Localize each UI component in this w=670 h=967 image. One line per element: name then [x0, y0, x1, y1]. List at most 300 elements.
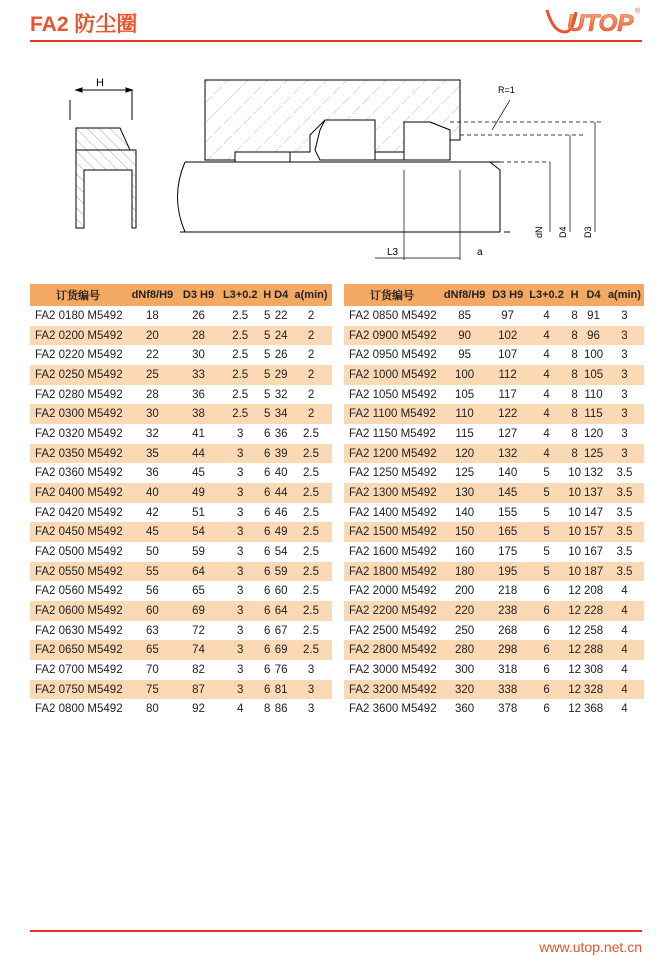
value-cell: 3 [237, 545, 244, 558]
value-cell: 45 [126, 522, 179, 542]
value-cell: 49 [179, 483, 219, 503]
table-header-row [344, 284, 644, 306]
value-cell: 6 [526, 680, 567, 700]
value-cell: 6 [263, 506, 271, 519]
table-row [30, 306, 332, 326]
value-cell: 132 [583, 467, 604, 480]
value-cell: 96 [582, 326, 605, 346]
order-code-cell: FA2 2500 M5492 [349, 624, 437, 637]
value-cell: 3 [605, 365, 644, 385]
value-cell: 288 [582, 640, 605, 660]
value-cell: 4 [526, 444, 567, 464]
header-a: a(min) [605, 284, 644, 306]
table-row [30, 365, 332, 385]
value-cell: 167 [583, 545, 604, 558]
value-cell: 8 [263, 703, 271, 716]
value-cell: 64 [179, 562, 219, 582]
value-cell: 268 [498, 624, 518, 637]
order-code-cell: FA2 0950 M5492 [349, 349, 437, 362]
value-cell: 157 [582, 522, 605, 542]
value-cell: 147 [583, 506, 604, 519]
value-cell: 36 [192, 388, 205, 401]
value-cell: 41 [192, 427, 205, 440]
value-cell: 6 [263, 624, 271, 637]
value-cell: 30 [126, 404, 179, 424]
value-cell: 3 [621, 309, 628, 322]
table-row [344, 306, 644, 326]
value-cell: 69 [272, 640, 290, 660]
header-h: H [567, 284, 582, 306]
table-row [30, 542, 332, 562]
value-cell: 10 [568, 545, 582, 558]
value-cell: 4 [621, 703, 628, 716]
value-cell: 54 [179, 522, 219, 542]
value-cell: 49 [272, 522, 290, 542]
order-code-cell: FA2 0900 M5492 [344, 326, 440, 346]
table-row [30, 345, 332, 365]
value-cell: 12 [567, 640, 582, 660]
value-cell: 10 [568, 506, 582, 519]
value-cell: 125 [455, 467, 475, 480]
table-row [344, 601, 644, 621]
value-cell: 8 [567, 404, 582, 424]
value-cell: 3 [218, 601, 262, 621]
value-cell: 6 [262, 522, 272, 542]
value-cell: 26 [274, 349, 288, 362]
order-code-cell: FA2 0400 M5492 [30, 483, 126, 503]
value-cell: 3 [237, 427, 244, 440]
order-code-cell: FA2 1050 M5492 [349, 388, 437, 401]
value-cell: 6 [263, 467, 271, 480]
value-cell: 150 [440, 522, 489, 542]
value-cell: 20 [126, 326, 179, 346]
order-code-cell: FA2 0850 M5492 [349, 309, 437, 322]
table-row [344, 562, 644, 582]
order-code-cell: FA2 2800 M5492 [344, 640, 440, 660]
value-cell: 8 [571, 388, 578, 401]
value-cell: 4 [543, 349, 550, 362]
value-cell: 4 [543, 388, 550, 401]
value-cell: 64 [272, 601, 290, 621]
value-cell: 8 [567, 444, 582, 464]
order-code-cell: FA2 0420 M5492 [35, 506, 123, 519]
value-cell: 12 [568, 663, 582, 676]
value-cell: 59 [192, 545, 205, 558]
value-cell: 3 [605, 444, 644, 464]
value-cell: 2.5 [290, 601, 332, 621]
value-cell: 187 [582, 562, 605, 582]
value-cell: 4 [621, 585, 628, 598]
order-code-cell: FA2 0750 M5492 [30, 680, 126, 700]
label-d4: D4 [558, 226, 568, 238]
value-cell: 2.5 [303, 585, 320, 598]
table-row [30, 522, 332, 542]
value-cell: 132 [489, 444, 526, 464]
value-cell: 2.5 [218, 404, 262, 424]
value-cell: 12 [568, 585, 582, 598]
table-row [344, 365, 644, 385]
value-cell: 5 [526, 522, 567, 542]
table-row [344, 424, 644, 444]
table-row [344, 444, 644, 464]
table-row [344, 326, 644, 346]
value-cell: 70 [145, 663, 159, 676]
value-cell: 130 [440, 483, 489, 503]
order-code-cell: FA2 3000 M5492 [349, 663, 437, 676]
value-cell: 280 [440, 640, 489, 660]
order-code-cell: FA2 0500 M5492 [35, 545, 123, 558]
value-cell: 18 [145, 309, 159, 322]
value-cell: 2.5 [232, 309, 249, 322]
value-cell: 2.5 [290, 444, 332, 464]
table-row [344, 503, 644, 523]
value-cell: 200 [455, 585, 475, 598]
value-cell: 180 [440, 562, 489, 582]
value-cell: 2 [290, 326, 332, 346]
order-code-cell: FA2 1250 M5492 [349, 467, 437, 480]
value-cell: 110 [584, 388, 603, 401]
value-cell: 2.5 [303, 506, 320, 519]
order-code-cell: FA2 0350 M5492 [30, 444, 126, 464]
table-row [30, 424, 332, 444]
value-cell: 100 [440, 365, 489, 385]
seal-diagram [30, 60, 642, 275]
order-code-cell: FA2 1600 M5492 [349, 545, 437, 558]
value-cell: 40 [274, 467, 288, 480]
value-cell: 5 [263, 309, 271, 322]
value-cell: 3 [605, 326, 644, 346]
table-row [344, 621, 644, 641]
value-cell: 238 [489, 601, 526, 621]
value-cell: 4 [543, 309, 550, 322]
order-code-cell: FA2 1200 M5492 [344, 444, 440, 464]
value-cell: 2.5 [218, 365, 262, 385]
value-cell: 160 [455, 545, 475, 558]
table-row [30, 699, 332, 719]
value-cell: 2.5 [290, 640, 332, 660]
value-cell: 5 [543, 506, 550, 519]
value-cell: 10 [567, 522, 582, 542]
value-cell: 74 [179, 640, 219, 660]
order-code-cell: FA2 2000 M5492 [349, 585, 437, 598]
value-cell: 65 [192, 585, 205, 598]
value-cell: 2 [290, 365, 332, 385]
value-cell: 8 [567, 365, 582, 385]
value-cell: 2.5 [290, 483, 332, 503]
value-cell: 115 [582, 404, 605, 424]
order-code-cell: FA2 0550 M5492 [30, 562, 126, 582]
value-cell: 300 [455, 663, 475, 676]
value-cell: 2.5 [290, 562, 332, 582]
value-cell: 3 [218, 483, 262, 503]
table-row [344, 640, 644, 660]
value-cell: 12 [568, 703, 582, 716]
table-row [344, 463, 644, 483]
value-cell: 137 [582, 483, 605, 503]
value-cell: 127 [498, 427, 518, 440]
value-cell: 308 [583, 663, 604, 676]
value-cell: 105 [455, 388, 475, 401]
value-cell: 4 [621, 624, 628, 637]
value-cell: 5 [526, 483, 567, 503]
label-d3: D3 [583, 226, 593, 238]
value-cell: 120 [583, 427, 604, 440]
order-code-cell: FA2 0700 M5492 [35, 663, 123, 676]
value-cell: 6 [543, 703, 550, 716]
value-cell: 26 [192, 309, 205, 322]
value-cell: 36 [274, 427, 288, 440]
header-d3: D3 H9 [179, 284, 219, 306]
value-cell: 76 [274, 663, 288, 676]
value-cell: 5 [263, 388, 271, 401]
value-cell: 2.5 [232, 349, 249, 362]
order-code-cell: FA2 0220 M5492 [35, 349, 123, 362]
value-cell: 72 [192, 624, 205, 637]
value-cell: 145 [489, 483, 526, 503]
header-l3: L3+0.2 [218, 284, 262, 306]
value-cell: 80 [145, 703, 159, 716]
value-cell: 24 [272, 326, 290, 346]
table-row [30, 601, 332, 621]
order-code-cell: FA2 0200 M5492 [30, 326, 126, 346]
value-cell: 6 [543, 663, 550, 676]
value-cell: 5 [543, 545, 550, 558]
value-cell: 218 [498, 585, 518, 598]
order-code-cell: FA2 0360 M5492 [35, 467, 123, 480]
table-row [30, 326, 332, 346]
table-row [30, 463, 332, 483]
value-cell: 35 [126, 444, 179, 464]
value-cell: 2 [290, 404, 332, 424]
value-cell: 91 [587, 309, 600, 322]
order-code-cell: FA2 1400 M5492 [349, 506, 437, 519]
order-code-cell: FA2 3200 M5492 [344, 680, 440, 700]
order-code-cell: FA2 3600 M5492 [349, 703, 437, 716]
order-code-cell: FA2 1500 M5492 [344, 522, 440, 542]
value-cell: 6 [262, 444, 272, 464]
header-h: H [262, 284, 272, 306]
table-row [344, 660, 644, 680]
value-cell: 4 [526, 365, 567, 385]
value-cell: 60 [274, 585, 288, 598]
table-row [344, 522, 644, 542]
table-row [30, 503, 332, 523]
value-cell: 3 [237, 506, 244, 519]
order-code-cell: FA2 1100 M5492 [344, 404, 440, 424]
value-cell: 60 [126, 601, 179, 621]
table-row [30, 404, 332, 424]
label-a: a [477, 247, 483, 258]
order-code-cell: FA2 0280 M5492 [35, 388, 123, 401]
value-cell: 87 [179, 680, 219, 700]
value-cell: 10 [567, 562, 582, 582]
value-cell: 4 [605, 640, 644, 660]
value-cell: 6 [262, 680, 272, 700]
footer-rule [30, 930, 642, 932]
value-cell: 6 [263, 545, 271, 558]
value-cell: 95 [458, 349, 471, 362]
value-cell: 338 [489, 680, 526, 700]
value-cell: 107 [498, 349, 518, 362]
value-cell: 3 [237, 624, 244, 637]
order-code-cell: FA2 1000 M5492 [344, 365, 440, 385]
value-cell: 10 [567, 483, 582, 503]
value-cell: 3 [237, 663, 244, 676]
header-order-code: 订货编号 [344, 284, 440, 306]
value-cell: 298 [489, 640, 526, 660]
value-cell: 6 [262, 601, 272, 621]
value-cell: 6 [543, 624, 550, 637]
value-cell: 117 [498, 388, 517, 401]
header-order-code: 订货编号 [30, 284, 126, 306]
table-row [30, 385, 332, 405]
order-code-cell: FA2 0180 M5492 [35, 309, 123, 322]
value-cell: 90 [440, 326, 489, 346]
value-cell: 36 [145, 467, 159, 480]
brand-text: UTOP [567, 10, 634, 36]
order-code-cell: FA2 0450 M5492 [30, 522, 126, 542]
value-cell: 85 [458, 309, 471, 322]
value-cell: 51 [192, 506, 205, 519]
value-cell: 30 [192, 349, 205, 362]
header-d4: D4 [582, 284, 605, 306]
value-cell: 2.5 [218, 326, 262, 346]
order-code-cell: FA2 0600 M5492 [30, 601, 126, 621]
value-cell: 34 [272, 404, 290, 424]
value-cell: 75 [126, 680, 179, 700]
value-cell: 100 [583, 349, 604, 362]
label-h: H [96, 77, 104, 89]
value-cell: 6 [262, 483, 272, 503]
value-cell: 3 [621, 349, 628, 362]
header-a: a(min) [290, 284, 332, 306]
value-cell: 122 [489, 404, 526, 424]
value-cell: 2 [307, 309, 315, 322]
value-cell: 6 [262, 640, 272, 660]
value-cell: 81 [272, 680, 290, 700]
value-cell: 110 [440, 404, 489, 424]
value-cell: 28 [179, 326, 219, 346]
page-title: FA2 防尘圈 [30, 13, 138, 36]
label-r: R=1 [498, 85, 515, 95]
value-cell: 86 [274, 703, 288, 716]
value-cell: 55 [126, 562, 179, 582]
value-cell: 32 [274, 388, 288, 401]
value-cell: 4 [605, 601, 644, 621]
value-cell: 44 [179, 444, 219, 464]
utop-logo [543, 4, 643, 36]
order-code-cell: FA2 1800 M5492 [344, 562, 440, 582]
value-cell: 208 [583, 585, 604, 598]
value-cell: 5 [543, 467, 550, 480]
value-cell: 2 [307, 388, 315, 401]
value-cell: 120 [440, 444, 489, 464]
value-cell: 102 [489, 326, 526, 346]
table-header-row [30, 284, 332, 306]
order-code-cell: FA2 0650 M5492 [30, 640, 126, 660]
label-dn: dN [534, 226, 544, 238]
value-cell: 115 [455, 427, 474, 440]
order-code-cell: FA2 0320 M5492 [35, 427, 123, 440]
value-cell: 3.5 [605, 522, 644, 542]
value-cell: 3 [218, 522, 262, 542]
value-cell: 5 [526, 562, 567, 582]
value-cell: 40 [126, 483, 179, 503]
value-cell: 4 [621, 663, 628, 676]
value-cell: 69 [179, 601, 219, 621]
value-cell: 63 [145, 624, 159, 637]
value-cell: 368 [583, 703, 604, 716]
value-cell: 4 [605, 680, 644, 700]
value-cell: 4 [543, 427, 550, 440]
order-code-cell: FA2 0300 M5492 [30, 404, 126, 424]
value-cell: 3 [605, 404, 644, 424]
value-cell: 2.5 [303, 467, 320, 480]
value-cell: 6 [543, 585, 550, 598]
order-code-cell: FA2 1150 M5492 [349, 427, 436, 440]
value-cell: 165 [489, 522, 526, 542]
value-cell: 4 [237, 703, 244, 716]
value-cell: 2.5 [303, 624, 320, 637]
value-cell: 50 [145, 545, 159, 558]
value-cell: 3 [237, 585, 244, 598]
value-cell: 3.5 [605, 562, 644, 582]
table-row [30, 680, 332, 700]
value-cell: 250 [455, 624, 475, 637]
value-cell: 258 [583, 624, 604, 637]
value-cell: 5 [262, 326, 272, 346]
order-code-cell: FA2 2200 M5492 [344, 601, 440, 621]
table-row [30, 483, 332, 503]
value-cell: 3 [290, 680, 332, 700]
value-cell: 4 [526, 404, 567, 424]
value-cell: 39 [272, 444, 290, 464]
value-cell: 29 [272, 365, 290, 385]
value-cell: 6 [526, 601, 567, 621]
value-cell: 3 [307, 703, 315, 716]
value-cell: 3 [621, 427, 628, 440]
table-row [30, 444, 332, 464]
value-cell: 12 [567, 680, 582, 700]
value-cell: 5 [262, 365, 272, 385]
value-cell: 22 [274, 309, 288, 322]
header-d4: D4 [272, 284, 290, 306]
value-cell: 5 [263, 349, 271, 362]
value-cell: 228 [582, 601, 605, 621]
label-l3: L3 [387, 247, 399, 258]
spec-table-right [344, 284, 644, 719]
table-row [344, 404, 644, 424]
value-cell: 3 [218, 680, 262, 700]
value-cell: 22 [145, 349, 159, 362]
spec-table-left [30, 284, 332, 719]
value-cell: 360 [455, 703, 475, 716]
value-cell: 8 [571, 309, 578, 322]
table-row [344, 385, 644, 405]
value-cell: 82 [192, 663, 205, 676]
value-cell: 92 [192, 703, 205, 716]
value-cell: 3.5 [616, 467, 633, 480]
value-cell: 105 [582, 365, 605, 385]
order-code-cell: FA2 0800 M5492 [35, 703, 123, 716]
value-cell: 33 [179, 365, 219, 385]
value-cell: 125 [582, 444, 605, 464]
value-cell: 3.5 [616, 506, 633, 519]
value-cell: 155 [498, 506, 518, 519]
value-cell: 3 [218, 562, 262, 582]
value-cell: 112 [489, 365, 526, 385]
value-cell: 3.5 [616, 545, 633, 558]
